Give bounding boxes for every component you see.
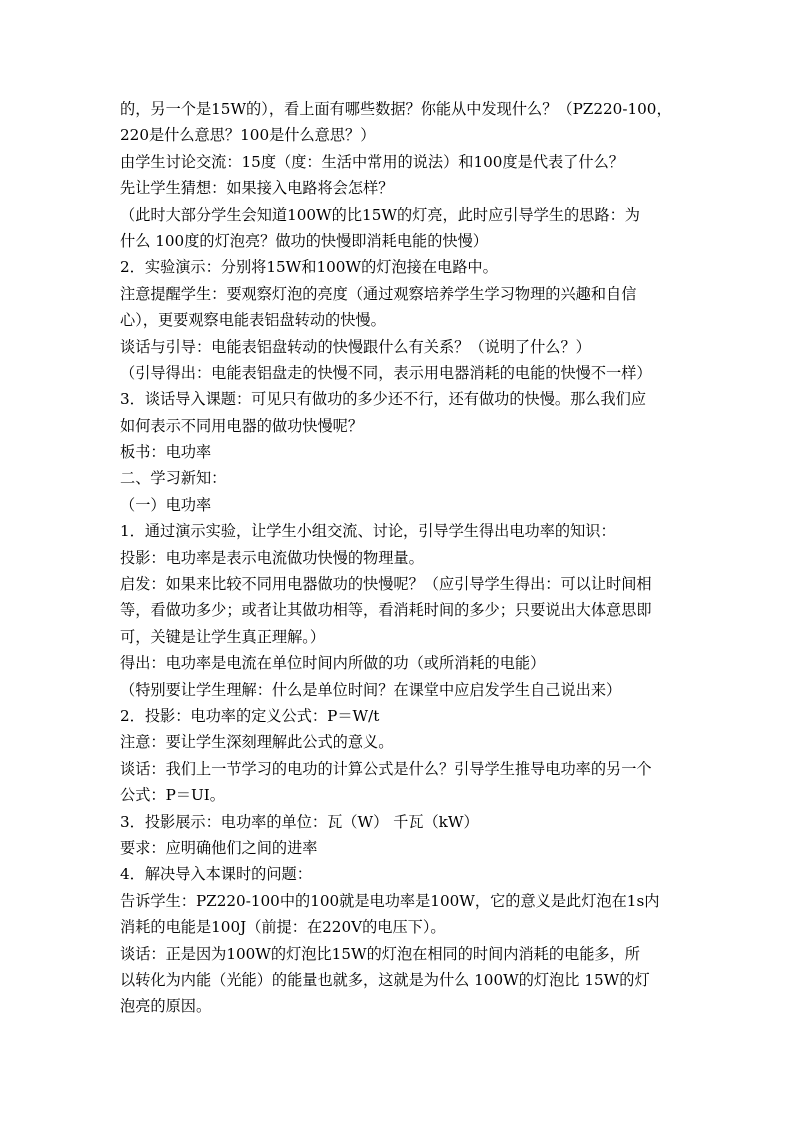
text-line: 先让学生猜想：如果接入电路将会怎样？ <box>120 179 394 198</box>
text-line: （此时大部分学生会知道100W的比15W的灯亮，此时应引导学生的思路：为 <box>120 205 640 224</box>
text-line: 告诉学生：PZ220-100中的100就是电功率是100W，它的意义是此灯泡在1s内 <box>120 891 660 910</box>
text-line: 公式：P＝UI。 <box>120 786 225 805</box>
text-line: 220是什么意思？100是什么意思？） <box>120 126 376 145</box>
text-line: 3．投影展示：电功率的单位：瓦（W） 千瓦（kW） <box>120 812 479 831</box>
text-line: 可，关键是让学生真正理解。） <box>120 627 326 646</box>
text-line: 2．投影：电功率的定义公式：P＝W/t <box>120 706 380 725</box>
text-line: 3．谈话导入课题：可见只有做功的多少还不行，还有做功的快慢。那么我们应 <box>120 390 647 409</box>
text-line: 由学生讨论交流：15度（度：生活中常用的说法）和100度是代表了什么？ <box>120 152 624 171</box>
text-line: 消耗的电能是100J（前提：在220V的电压下）。 <box>120 918 446 937</box>
text-line: 板书：电功率 <box>120 443 212 462</box>
text-line: 谈话：我们上一节学习的电功的计算公式是什么？引导学生推导电功率的另一个 <box>120 759 652 778</box>
text-line: 启发：如果来比较不同用电器做功的快慢呢？（应引导学生得出：可以让时间相 <box>120 575 652 594</box>
section-heading: 二、学习新知： <box>120 469 227 488</box>
text-line: 4．解决导入本课时的问题： <box>120 865 312 884</box>
text-line: 2．实验演示：分别将15W和100W的灯泡接在电路中。 <box>120 258 498 277</box>
text-line: 泡亮的原因。 <box>120 997 212 1016</box>
text-line: 注意提醒学生：要观察灯泡的亮度（通过观察培养学生学习物理的兴趣和自信 <box>120 284 637 303</box>
text-line: 投影：电功率是表示电流做功快慢的物理量。 <box>120 548 424 567</box>
text-line: （特别要让学生理解：什么是单位时间？在课堂中应启发学生自己说出来） <box>120 680 622 699</box>
document-body <box>120 96 682 1020</box>
text-line: 什么 100度的灯泡亮？做功的快慢即消耗电能的快慢） <box>120 231 488 250</box>
text-line: 以转化为内能（光能）的能量也就多，这就是为什么 100W的灯泡比 15W的灯 <box>120 970 650 989</box>
text-line: 注意：要让学生深刻理解此公式的意义。 <box>120 733 394 752</box>
text-line: 谈话：正是因为100W的灯泡比15W的灯泡在相同的时间内消耗的电能多，所 <box>120 944 640 963</box>
text-line: 谈话与引导：电能表铝盘转动的快慢跟什么有关系？（说明了什么？） <box>120 337 591 356</box>
text-line: 等，看做功多少；或者让其做功相等，看消耗时间的多少；只要说出大体意思即 <box>120 601 652 620</box>
subsection-heading: （一）电功率 <box>120 495 212 514</box>
text-line: 心），更要观察电能表铝盘转动的快慢。 <box>120 311 386 330</box>
text-line: 的，另一个是15W的），看上面有哪些数据？你能从中发现什么？（PZ220-100， <box>120 100 672 118</box>
text-line: （引导得出：电能表铝盘走的快慢不同，表示用电器消耗的电能的快慢不一样） <box>120 363 652 382</box>
text-line: 如何表示不同用电器的做功快慢呢？ <box>120 416 363 435</box>
text-line: 要求：应明确他们之间的进率 <box>120 838 318 857</box>
text-line: 1．通过演示实验，让学生小组交流、讨论，引导学生得出电功率的知识： <box>120 522 616 541</box>
text-line: 得出：电功率是电流在单位时间内所做的功（或所消耗的电能） <box>120 654 546 673</box>
